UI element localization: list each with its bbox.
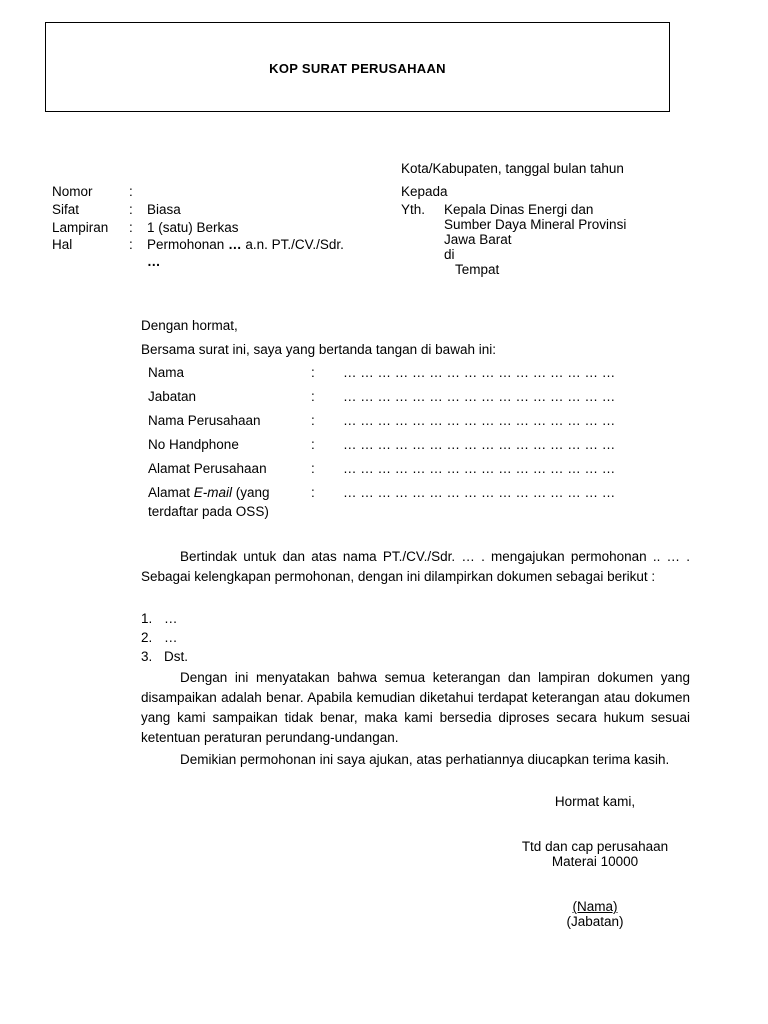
- lampiran-colon: :: [129, 220, 133, 235]
- hal-label: Hal: [52, 237, 73, 252]
- lampiran-label: Lampiran: [52, 220, 109, 235]
- list-item-number: 3.: [141, 649, 153, 664]
- paragraph-request: Bertindak untuk dan atas nama PT./CV./Sdr. … . mengajukan permohonan .. … . Sebagai kelengkapan permohonan, dengan ini dilampirkan dokumen sebagai berikut :: [141, 549, 690, 584]
- salutation: Dengan hormat,: [141, 318, 238, 333]
- field-label: Nama Perusahaan: [148, 413, 261, 428]
- sifat-label: Sifat: [52, 202, 80, 217]
- signer-title: (Jabatan): [566, 914, 624, 929]
- field-colon: :: [311, 413, 315, 428]
- kepada-label: Kepada: [401, 184, 448, 199]
- closing-greeting: Hormat kami,: [554, 794, 636, 809]
- field-colon: :: [311, 389, 315, 404]
- intro-line: Bersama surat ini, saya yang bertanda tangan di bawah ini:: [141, 342, 496, 357]
- recipient-di: di: [444, 247, 455, 262]
- field-colon: :: [311, 365, 315, 380]
- hal-value-continuation: …: [147, 254, 161, 269]
- hal-value-b: …: [228, 237, 242, 252]
- field-value-placeholder: … … … … … … … … … … … … … … … …: [343, 485, 616, 500]
- field-value-placeholder: … … … … … … … … … … … … … … … …: [343, 365, 616, 380]
- letterhead-box: [45, 22, 670, 112]
- list-item: Dst.: [164, 649, 189, 664]
- list-item: …: [164, 630, 178, 645]
- hal-value-c: a.n. PT./CV./Sdr.: [245, 237, 344, 252]
- field-colon: :: [311, 437, 315, 452]
- yth-label: Yth.: [401, 202, 426, 217]
- field-value-placeholder: … … … … … … … … … … … … … … … …: [343, 389, 616, 404]
- date-line: Kota/Kabupaten, tanggal bulan tahun: [401, 161, 624, 176]
- nomor-colon: :: [129, 184, 133, 199]
- field-value-placeholder: … … … … … … … … … … … … … … … …: [343, 413, 616, 428]
- field-label: Alamat Perusahaan: [148, 461, 267, 476]
- letterhead-title: KOP SURAT PERUSAHAAN: [269, 61, 446, 76]
- sifat-value: Biasa: [147, 202, 181, 217]
- field-value-placeholder: … … … … … … … … … … … … … … … …: [343, 461, 616, 476]
- field-label: Jabatan: [148, 389, 197, 404]
- signer-name: (Nama): [572, 899, 618, 914]
- nomor-label: Nomor: [52, 184, 93, 199]
- stamp-duty-note: Materai 10000: [551, 854, 639, 869]
- hal-value: [147, 236, 344, 253]
- signature-ttd: Ttd dan cap perusahaan: [521, 839, 669, 854]
- recipient-tempat: Tempat: [455, 262, 500, 277]
- field-colon: :: [311, 485, 315, 500]
- paragraph-statement: Dengan ini menyatakan bahwa semua keterangan dan lampiran dokumen yang disampaikan adalah benar. Apabila kemudian diketahui terdapat keterangan atau dokumen yang kami sampaikan tidak benar, maka kami bersedia diproses secara hukum sesuai ketentuan peraturan perundang-undangan.: [141, 670, 690, 745]
- recipient-line-1: Kepala Dinas Energi dan: [444, 202, 594, 217]
- list-item: …: [164, 611, 178, 626]
- field-colon: :: [311, 461, 315, 476]
- field-label: Nama: [148, 365, 185, 380]
- recipient-line-3: Jawa Barat: [444, 232, 512, 247]
- field-label-email: Alamat E-mail (yang: [148, 485, 270, 500]
- paragraph-closing: Demikian permohonan ini saya ajukan, atas perhatiannya diucapkan terima kasih.: [180, 752, 670, 767]
- field-label: No Handphone: [148, 437, 239, 452]
- hal-colon: :: [129, 237, 133, 252]
- hal-value-a: Permohonan: [147, 237, 225, 252]
- lampiran-value: 1 (satu) Berkas: [147, 220, 239, 235]
- sifat-colon: :: [129, 202, 133, 217]
- recipient-line-2: Sumber Daya Mineral Provinsi: [444, 217, 627, 232]
- field-label-email-line2: terdaftar pada OSS): [148, 504, 269, 519]
- list-item-number: 1.: [141, 611, 153, 626]
- list-item-number: 2.: [141, 630, 153, 645]
- field-value-placeholder: … … … … … … … … … … … … … … … …: [343, 437, 616, 452]
